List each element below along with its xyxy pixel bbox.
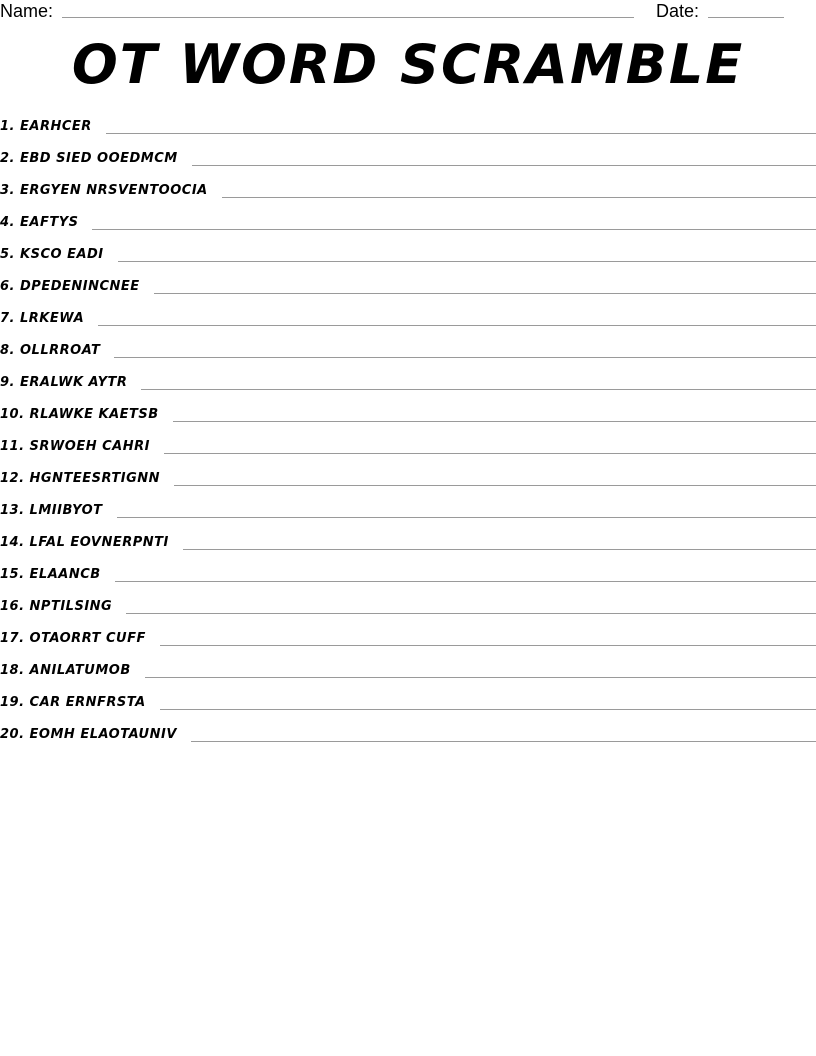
list-item: [0, 398, 816, 430]
answer-line[interactable]: [141, 389, 816, 390]
list-item: [0, 622, 816, 654]
list-item: [0, 206, 816, 238]
list-item: [0, 142, 816, 174]
list-item: [0, 174, 816, 206]
date-field[interactable]: [708, 17, 784, 18]
answer-line[interactable]: [160, 709, 816, 710]
scrambled-word: 13. LMIIBYOT: [0, 502, 103, 518]
answer-line[interactable]: [118, 261, 816, 262]
scrambled-word: 18. ANILATUMOB: [0, 662, 131, 678]
name-label: Name:: [0, 1, 54, 21]
scrambled-word: 15. ELAANCB: [0, 566, 101, 582]
list-item: [0, 238, 816, 270]
answer-line[interactable]: [222, 197, 816, 198]
list-item: [0, 718, 816, 750]
name-field[interactable]: [62, 17, 634, 18]
answer-line[interactable]: [192, 165, 816, 166]
scrambled-word: 1. EARHCER: [0, 118, 92, 134]
scrambled-word: 11. SRWOEH CAHRI: [0, 438, 150, 454]
scrambled-word: 4. EAFTYS: [0, 214, 79, 230]
answer-line[interactable]: [114, 357, 816, 358]
list-item: [0, 686, 816, 718]
scrambled-word: 20. EOMH ELAOTAUNIV: [0, 726, 177, 742]
list-item: [0, 590, 816, 622]
scrambled-word: 14. LFAL EOVNERPNTI: [0, 534, 169, 550]
scrambled-word: 19. CAR ERNFRSTA: [0, 694, 146, 710]
scrambled-word: 12. HGNTEESRTIGNN: [0, 470, 161, 486]
answer-line[interactable]: [173, 421, 816, 422]
scrambled-word: 16. NPTILSING: [0, 598, 113, 614]
answer-line[interactable]: [160, 645, 816, 646]
date-label: Date:: [656, 1, 700, 21]
answer-line[interactable]: [92, 229, 816, 230]
answer-line[interactable]: [115, 581, 816, 582]
scrambled-word: 3. ERGYEN NRSVENTOOCIA: [0, 182, 208, 198]
answer-line[interactable]: [174, 485, 816, 486]
list-item: [0, 430, 816, 462]
list-item: [0, 558, 816, 590]
answer-line[interactable]: [145, 677, 816, 678]
scrambled-word: 2. EBD SIED OOEDMCM: [0, 150, 178, 166]
answer-line[interactable]: [117, 517, 816, 518]
list-item: [0, 462, 816, 494]
answer-line[interactable]: [164, 453, 816, 454]
answer-line[interactable]: [154, 293, 816, 294]
scrambled-word: 5. KSCO EADI: [0, 246, 104, 262]
scrambled-word: 6. DPEDENINCNEE: [0, 278, 140, 294]
answer-line[interactable]: [126, 613, 816, 614]
answer-line[interactable]: [106, 133, 816, 134]
list-item: [0, 526, 816, 558]
page-title: OT WORD SCRAMBLE: [71, 33, 745, 96]
list-item: [0, 654, 816, 686]
list-item: [0, 110, 816, 142]
answer-line[interactable]: [191, 741, 816, 742]
list-item: [0, 302, 816, 334]
scrambled-word: 10. RLAWKE KAETSB: [0, 406, 159, 422]
answer-line[interactable]: [98, 325, 816, 326]
list-item: [0, 270, 816, 302]
list-item: [0, 494, 816, 526]
list-item: [0, 334, 816, 366]
scrambled-word: 17. OTAORRT CUFF: [0, 630, 146, 646]
answer-line[interactable]: [183, 549, 816, 550]
scrambled-word: 7. LRKEWA: [0, 310, 85, 326]
worksheet-header: [0, 0, 816, 24]
scrambled-word: 8. OLLRROAT: [0, 342, 101, 358]
scrambled-word: 9. ERALWK AYTR: [0, 374, 128, 390]
list-item: [0, 366, 816, 398]
